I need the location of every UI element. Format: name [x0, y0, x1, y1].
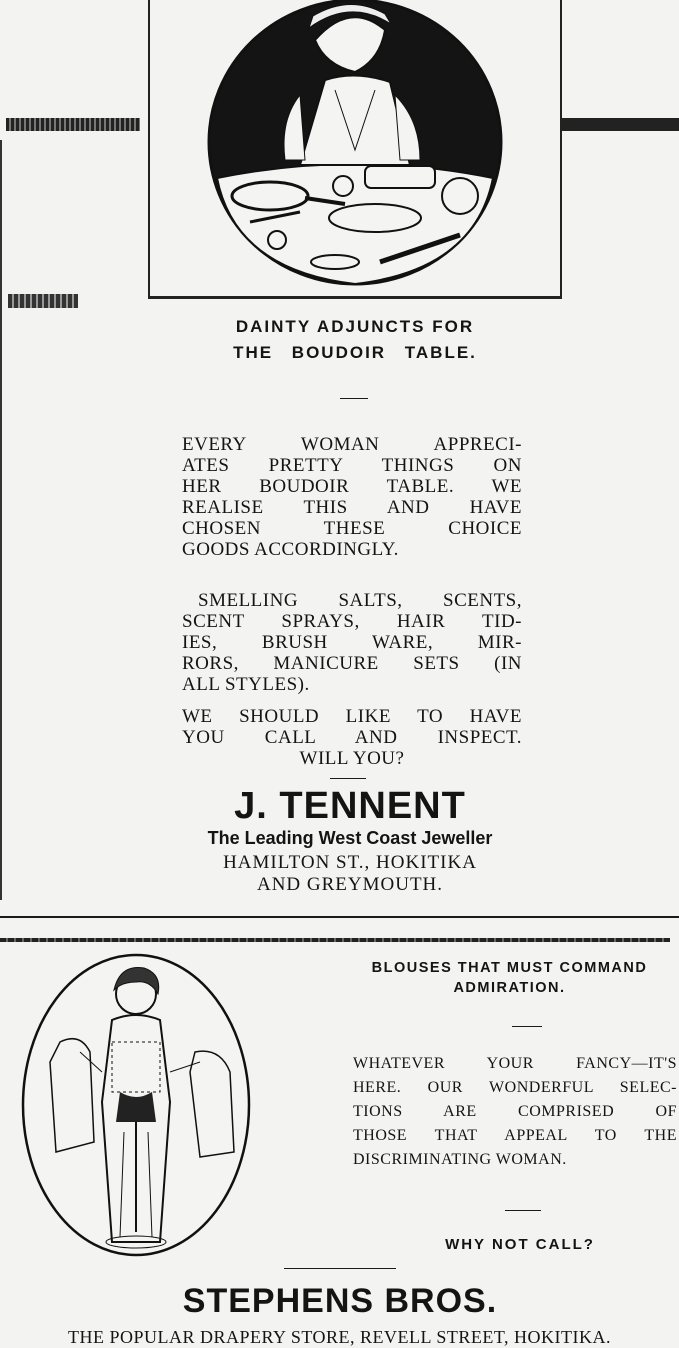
short-divider	[284, 1268, 396, 1269]
left-small-ornament	[8, 294, 78, 308]
para-line: WE SHOULD LIKE TO HAVE	[182, 706, 522, 727]
ad2-brand-name: STEPHENS BROS.	[182, 1282, 498, 1320]
ad1-brand-name: J. TENNENT	[234, 785, 466, 827]
para-line: GOODS ACCORDINGLY.	[182, 539, 399, 560]
ad1-paragraph-2	[182, 590, 522, 695]
ad1-address-line2: AND GREYMOUTH.	[256, 874, 444, 895]
para-line: IES, BRUSH WARE, MIR-	[182, 632, 522, 653]
para-line: HERE. OUR WONDERFUL SELEC-	[353, 1079, 677, 1096]
para-line: WILL YOU?	[299, 748, 405, 769]
ad2-call-to-action: WHY NOT CALL?	[445, 1236, 595, 1253]
ad1-paragraph-1	[182, 434, 522, 560]
para-line: REALISE THIS AND HAVE	[182, 497, 522, 518]
para-line: DISCRIMINATING WOMAN.	[353, 1151, 567, 1168]
left-ornament-bar	[6, 118, 140, 131]
right-ornament-bar	[562, 118, 679, 131]
ad1-tagline: The Leading West Coast Jeweller	[207, 828, 493, 848]
ad2-paragraph	[353, 1052, 677, 1172]
para-line: THOSE THAT APPEAL TO THE	[353, 1127, 677, 1144]
section-separator-thick	[0, 938, 670, 942]
ad2-footer-address: THE POPULAR DRAPERY STORE, REVELL STREET, HOKITIKA.	[68, 1327, 611, 1347]
para-line: SCENT SPRAYS, HAIR TID-	[182, 611, 522, 632]
left-column-rule	[0, 140, 2, 900]
woman-with-blouses-illustration	[20, 952, 252, 1258]
para-line: EVERY WOMAN APPRECI-	[182, 434, 522, 455]
ad1-paragraph-3	[182, 706, 522, 769]
ad1-heading-line1: DAINTY ADJUNCTS FOR	[235, 317, 475, 336]
ad2-heading-line1: BLOUSES THAT MUST COMMAND	[371, 960, 648, 976]
short-divider	[505, 1210, 541, 1211]
ad1-heading	[190, 314, 520, 366]
short-divider	[340, 398, 368, 399]
para-line: TIONS ARE COMPRISED OF	[353, 1103, 677, 1120]
para-line: YOU CALL AND INSPECT.	[182, 727, 522, 748]
para-line: ALL STYLES).	[182, 674, 310, 695]
section-separator-thin	[0, 916, 679, 918]
ad1-address-line1: HAMILTON ST., HOKITIKA	[223, 852, 477, 873]
para-line: SMELLING SALTS, SCENTS,	[198, 590, 522, 611]
short-divider	[512, 1026, 542, 1027]
ad1-heading-line2: THE BOUDOIR TABLE.	[233, 343, 477, 362]
para-line: RORS, MANICURE SETS (IN	[182, 653, 522, 674]
woman-at-boudoir-illustration	[205, 0, 505, 290]
para-line: CHOSEN THESE CHOICE	[182, 518, 522, 539]
short-divider	[330, 778, 366, 779]
ad2-heading	[340, 958, 679, 998]
ad2-heading-line2: ADMIRATION.	[453, 980, 566, 996]
para-line: HER BOUDOIR TABLE. WE	[182, 476, 522, 497]
para-line: WHATEVER YOUR FANCY—IT'S	[353, 1055, 677, 1072]
para-line: ATES PRETTY THINGS ON	[182, 455, 522, 476]
